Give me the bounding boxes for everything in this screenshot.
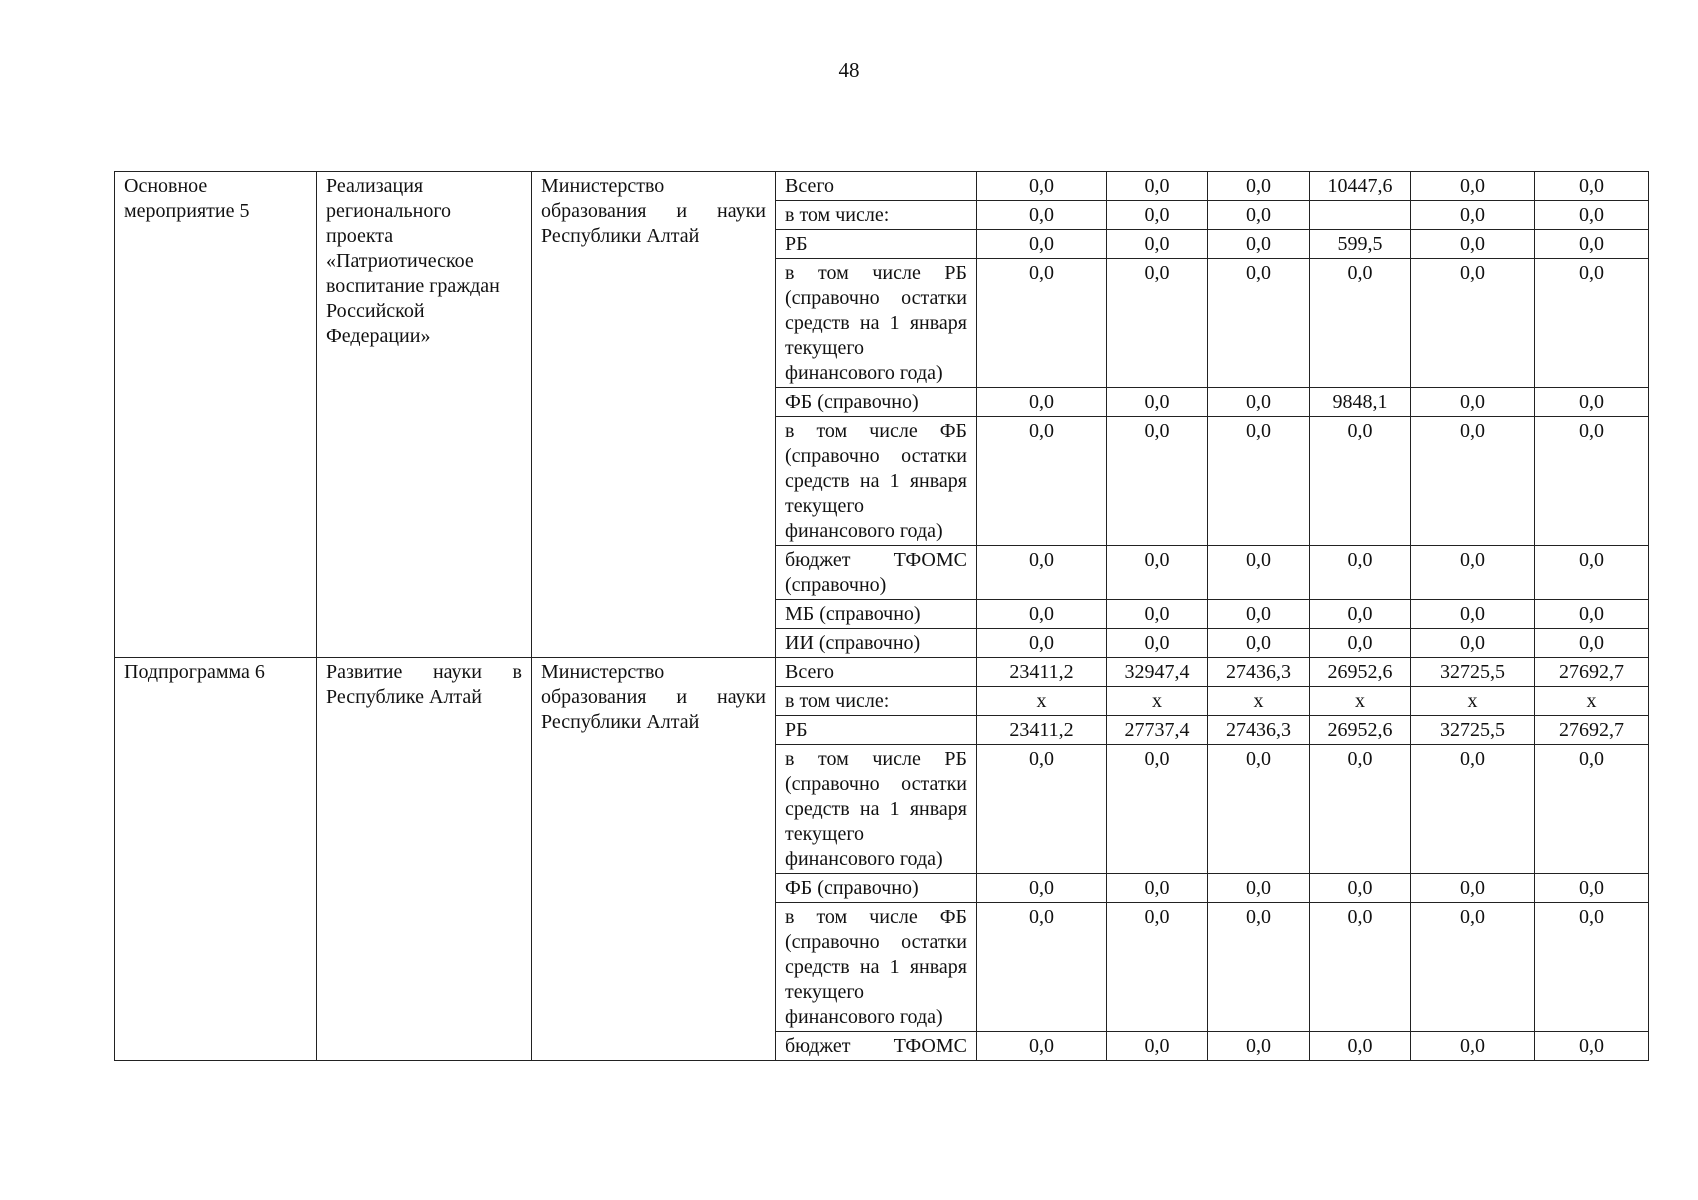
value-cell: 0,0 — [1107, 417, 1208, 546]
value-cell: 26952,6 — [1310, 716, 1411, 745]
value-cell: 0,0 — [1310, 417, 1411, 546]
value-cell: x — [977, 687, 1107, 716]
value-cell: x — [1208, 687, 1310, 716]
value-cell: 0,0 — [1535, 201, 1649, 230]
value-cell: 0,0 — [977, 546, 1107, 600]
value-cell: 0,0 — [1208, 546, 1310, 600]
value-cell: 599,5 — [1310, 230, 1411, 259]
value-cell: 0,0 — [1535, 600, 1649, 629]
value-cell: 0,0 — [1208, 172, 1310, 201]
value-cell: 0,0 — [1107, 903, 1208, 1032]
value-cell: 0,0 — [1310, 629, 1411, 658]
value-cell: 9848,1 — [1310, 388, 1411, 417]
value-cell: 0,0 — [1535, 388, 1649, 417]
value-cell: 26952,6 — [1310, 658, 1411, 687]
value-cell: 0,0 — [1535, 546, 1649, 600]
value-cell: 0,0 — [1411, 230, 1535, 259]
value-cell: 0,0 — [1107, 388, 1208, 417]
value-cell: 27692,7 — [1535, 716, 1649, 745]
value-cell: 0,0 — [1411, 745, 1535, 874]
value-cell: 0,0 — [977, 874, 1107, 903]
value-cell: x — [1535, 687, 1649, 716]
row-label: Всего — [776, 658, 977, 687]
row-label: ФБ (справочно) — [776, 388, 977, 417]
table-body — [115, 172, 1649, 1061]
value-cell: 0,0 — [1208, 600, 1310, 629]
value-cell: 0,0 — [1208, 903, 1310, 1032]
value-cell: 0,0 — [977, 600, 1107, 629]
value-cell: 0,0 — [1107, 629, 1208, 658]
section-title-cell: Реализация регионального проекта «Патриотическое воспитание граждан Российской Федерации» — [317, 172, 532, 658]
value-cell: 0,0 — [1535, 903, 1649, 1032]
value-cell: 0,0 — [1310, 903, 1411, 1032]
value-cell: 27436,3 — [1208, 658, 1310, 687]
row-label: РБ — [776, 230, 977, 259]
value-cell: 32725,5 — [1411, 658, 1535, 687]
value-cell: 10447,6 — [1310, 172, 1411, 201]
value-cell: 0,0 — [1411, 259, 1535, 388]
table-row — [115, 658, 1649, 687]
row-label: в том числе: — [776, 201, 977, 230]
value-cell: 0,0 — [1107, 874, 1208, 903]
value-cell: 0,0 — [977, 230, 1107, 259]
value-cell: x — [1107, 687, 1208, 716]
value-cell: x — [1310, 687, 1411, 716]
value-cell: 0,0 — [1535, 745, 1649, 874]
value-cell: 0,0 — [977, 201, 1107, 230]
value-cell: 0,0 — [1208, 1032, 1310, 1061]
value-cell: 32725,5 — [1411, 716, 1535, 745]
row-label: в том числе ФБ (справочно остатки средств на 1 января текущего финансового года) — [776, 417, 977, 546]
row-label: МБ (справочно) — [776, 600, 977, 629]
value-cell: 0,0 — [1535, 259, 1649, 388]
value-cell: 27692,7 — [1535, 658, 1649, 687]
value-cell: 0,0 — [1208, 629, 1310, 658]
value-cell: 0,0 — [1310, 1032, 1411, 1061]
page-number: 48 — [838, 58, 860, 82]
value-cell: 0,0 — [977, 259, 1107, 388]
value-cell: 0,0 — [977, 745, 1107, 874]
value-cell: 0,0 — [1107, 600, 1208, 629]
value-cell: 0,0 — [1310, 745, 1411, 874]
value-cell: 0,0 — [1411, 201, 1535, 230]
value-cell: 0,0 — [1208, 745, 1310, 874]
row-label: в том числе РБ (справочно остатки средств на 1 января текущего финансового года) — [776, 745, 977, 874]
value-cell: 0,0 — [1411, 417, 1535, 546]
value-cell: 0,0 — [1208, 201, 1310, 230]
row-label: ИИ (справочно) — [776, 629, 977, 658]
value-cell: 0,0 — [1208, 388, 1310, 417]
row-label: бюджет ТФОМС (справочно) — [776, 546, 977, 600]
value-cell: 27436,3 — [1208, 716, 1310, 745]
value-cell: 0,0 — [1535, 230, 1649, 259]
value-cell: 32947,4 — [1107, 658, 1208, 687]
section-executor-cell: Министерство образования и науки Республики Алтай — [532, 172, 776, 658]
row-label: Всего — [776, 172, 977, 201]
value-cell: 0,0 — [1411, 546, 1535, 600]
table-row — [115, 172, 1649, 201]
value-cell: 0,0 — [977, 388, 1107, 417]
value-cell: 0,0 — [1107, 259, 1208, 388]
section-title-cell: Развитие науки в Республике Алтай — [317, 658, 532, 1061]
value-cell: 0,0 — [1310, 546, 1411, 600]
value-cell: 0,0 — [1411, 903, 1535, 1032]
value-cell: 0,0 — [1411, 388, 1535, 417]
value-cell: 0,0 — [977, 629, 1107, 658]
value-cell: 0,0 — [977, 1032, 1107, 1061]
value-cell: 23411,2 — [977, 658, 1107, 687]
row-label: бюджет ТФОМС — [776, 1032, 977, 1061]
value-cell: 0,0 — [977, 417, 1107, 546]
value-cell: 27737,4 — [1107, 716, 1208, 745]
value-cell: 0,0 — [1310, 874, 1411, 903]
value-cell: 0,0 — [1208, 874, 1310, 903]
section-code-cell: Подпрограмма 6 — [115, 658, 317, 1061]
row-label: в том числе РБ (справочно остатки средств на 1 января текущего финансового года) — [776, 259, 977, 388]
value-cell: 0,0 — [1107, 546, 1208, 600]
value-cell: 0,0 — [1107, 1032, 1208, 1061]
value-cell: 0,0 — [1107, 230, 1208, 259]
section-executor-cell: Министерство образования и науки Республики Алтай — [532, 658, 776, 1061]
value-cell: 0,0 — [1411, 1032, 1535, 1061]
value-cell: 23411,2 — [977, 716, 1107, 745]
value-cell: 0,0 — [977, 903, 1107, 1032]
value-cell: 0,0 — [1535, 417, 1649, 546]
value-cell: 0,0 — [977, 172, 1107, 201]
value-cell — [1310, 201, 1411, 230]
value-cell: 0,0 — [1535, 629, 1649, 658]
value-cell: 0,0 — [1535, 874, 1649, 903]
value-cell: 0,0 — [1208, 230, 1310, 259]
value-cell: x — [1411, 687, 1535, 716]
value-cell: 0,0 — [1208, 259, 1310, 388]
row-label: в том числе ФБ (справочно остатки средств на 1 января текущего финансового года) — [776, 903, 977, 1032]
row-label: ФБ (справочно) — [776, 874, 977, 903]
value-cell: 0,0 — [1107, 172, 1208, 201]
value-cell: 0,0 — [1411, 874, 1535, 903]
value-cell: 0,0 — [1107, 201, 1208, 230]
value-cell: 0,0 — [1310, 259, 1411, 388]
section-code-cell: Основное мероприятие 5 — [115, 172, 317, 658]
value-cell: 0,0 — [1411, 172, 1535, 201]
row-label: в том числе: — [776, 687, 977, 716]
row-label: РБ — [776, 716, 977, 745]
value-cell: 0,0 — [1535, 1032, 1649, 1061]
value-cell: 0,0 — [1411, 600, 1535, 629]
value-cell: 0,0 — [1107, 745, 1208, 874]
value-cell: 0,0 — [1411, 629, 1535, 658]
value-cell: 0,0 — [1535, 172, 1649, 201]
value-cell: 0,0 — [1310, 600, 1411, 629]
value-cell: 0,0 — [1208, 417, 1310, 546]
funding-table — [114, 171, 1649, 1061]
